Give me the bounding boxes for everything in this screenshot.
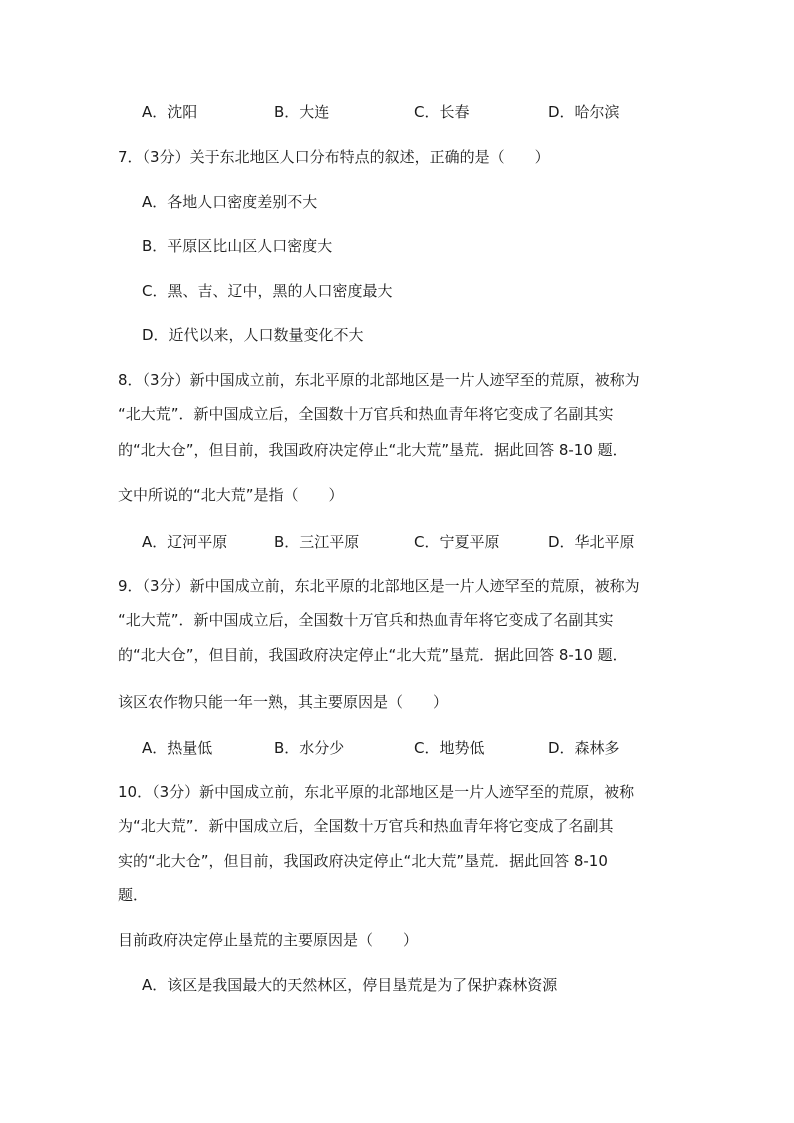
option-a: A．沈阳 [142,103,198,121]
question-stem-line: “北大荒”．新中国成立后，全国数十万官兵和热血青年将它变成了名副其实 [118,405,614,423]
option-b: B．大连 [274,103,330,121]
option-d: D．哈尔滨 [548,103,620,121]
option-a: A．辽河平原 [142,533,228,551]
question-prompt: 文中所说的“北大荒”是指（ ） [118,486,344,504]
question-stem: 7．（3分）关于东北地区人口分布特点的叙述，正确的是（ ） [118,148,550,166]
option-c: C．黑、吉、辽中，黑的人口密度最大 [142,282,393,300]
question-stem-line: 的“北大仓”，但目前，我国政府决定停止“北大荒”垦荒．据此回答 8-10 题． [118,441,628,459]
option-b: B．水分少 [274,739,345,757]
question-stem-line: 10．（3分）新中国成立前，东北平原的北部地区是一片人迹罕至的荒原，被称 [118,783,635,801]
option-b: B．三江平原 [274,533,360,551]
option-c: C．长春 [414,103,470,121]
question-prompt: 该区农作物只能一年一熟，其主要原因是（ ） [118,693,449,711]
question-stem-line: “北大荒”．新中国成立后，全国数十万官兵和热血青年将它变成了名副其实 [118,611,614,629]
question-stem-line: 的“北大仓”，但目前，我国政府决定停止“北大荒”垦荒．据此回答 8-10 题． [118,646,628,664]
option-d: D．近代以来，人口数量变化不大 [142,326,364,344]
option-d: D．华北平原 [548,533,635,551]
option-a: A．热量低 [142,739,213,757]
question-stem-line: 题． [118,886,149,904]
option-c: C．宁夏平原 [414,533,500,551]
question-prompt: 目前政府决定停止垦荒的主要原因是（ ） [118,931,419,949]
question-stem-line: 为“北大荒”．新中国成立后，全国数十万官兵和热血青年将它变成了名副其 [118,817,614,835]
option-a: A．各地人口密度差别不大 [142,193,318,211]
question-stem-line: 实的“北大仓”，但目前，我国政府决定停止“北大荒”垦荒．据此回答 8-10 [118,852,608,870]
option-b: B．平原区比山区人口密度大 [142,237,333,255]
option-c: C．地势低 [414,739,485,757]
option-a: A．该区是我国最大的天然林区，停目垦荒是为了保护森林资源 [142,976,558,994]
option-d: D．森林多 [548,739,620,757]
question-stem-line: 9．（3分）新中国成立前，东北平原的北部地区是一片人迹罕至的荒原，被称为 [118,577,640,595]
question-stem-line: 8．（3分）新中国成立前，东北平原的北部地区是一片人迹罕至的荒原，被称为 [118,371,640,389]
